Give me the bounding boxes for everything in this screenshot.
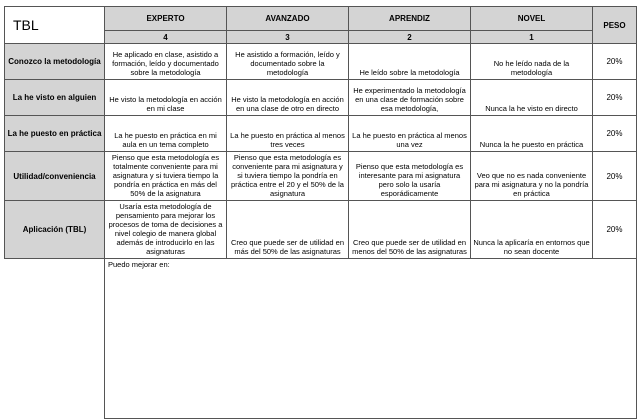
descriptor-cell: He leído sobre la metodología	[349, 44, 471, 80]
descriptor-cell: La he puesto en práctica en mi aula en un tema completo	[105, 116, 227, 152]
level-score-novel: 1	[471, 31, 593, 44]
descriptor-cell: He visto la metodología en acción en una clase de otro en directo	[227, 80, 349, 116]
rubric-table	[4, 6, 637, 419]
criterion-label: Utilidad/conveniencia	[5, 152, 105, 201]
descriptor-cell: Usaría esta metodología de pensamiento para mejorar los procesos de toma de decisiones a nivel colegio de manera global además de introducirlo en las asignaturas	[105, 201, 227, 259]
improvement-spacer	[5, 259, 105, 419]
descriptor-cell: Creo que puede ser de utilidad en menos del 50% de las asignaturas	[349, 201, 471, 259]
weight-cell: 20%	[593, 152, 637, 201]
improvement-label: Puedo mejorar en:	[108, 260, 170, 269]
descriptor-cell: Veo que no es nada conveniente para mi asignatura y no la pondría en práctica	[471, 152, 593, 201]
criterion-label: La he visto en alguien	[5, 80, 105, 116]
rubric-row-practica	[5, 116, 637, 152]
rubric-title: TBL	[5, 7, 105, 44]
level-name-experto: EXPERTO	[105, 7, 227, 31]
criterion-label: Conozco la metodología	[5, 44, 105, 80]
peso-header: PESO	[593, 7, 637, 44]
descriptor-cell: Nunca la aplicaría en entornos que no sean docente	[471, 201, 593, 259]
rubric-row-utilidad	[5, 152, 637, 201]
weight-cell: 20%	[593, 116, 637, 152]
descriptor-cell: No he leído nada de la metodología	[471, 44, 593, 80]
improvement-notes[interactable]	[105, 259, 637, 419]
level-score-avanzado: 3	[227, 31, 349, 44]
level-score-experto: 4	[105, 31, 227, 44]
criterion-label: La he puesto en práctica	[5, 116, 105, 152]
weight-cell: 20%	[593, 80, 637, 116]
descriptor-cell: He aplicado en clase, asistido a formación, leído y documentado sobre la metodología	[105, 44, 227, 80]
criterion-label: Aplicación (TBL)	[5, 201, 105, 259]
descriptor-cell: La he puesto en práctica al menos tres veces	[227, 116, 349, 152]
rubric-row-conozco	[5, 44, 637, 80]
rubric-row-aplicacion	[5, 201, 637, 259]
level-score-aprendiz: 2	[349, 31, 471, 44]
descriptor-cell: La he puesto en práctica al menos una vez	[349, 116, 471, 152]
descriptor-cell: Pienso que esta metodología es totalmente conveniente para mi asignatura y si tuviera tiempo la pondría en práctica en más del 50% de la asignatura	[105, 152, 227, 201]
weight-cell: 20%	[593, 44, 637, 80]
descriptor-cell: He asistido a formación, leído y documentado sobre la metodología	[227, 44, 349, 80]
descriptor-cell: Nunca la he puesto en práctica	[471, 116, 593, 152]
level-name-avanzado: AVANZADO	[227, 7, 349, 31]
descriptor-cell: Pienso que esta metodología es interesante para mi asignatura pero solo la usaría esporádicamente	[349, 152, 471, 201]
descriptor-cell: He experimentado la metodología en una clase de formación sobre esa metodología,	[349, 80, 471, 116]
descriptor-cell: Nunca la he visto en directo	[471, 80, 593, 116]
descriptor-cell: Pienso que esta metodología es conveniente para mi asignatura y si tuviera tiempo la pondría en práctica entre el 20 y el 50% de la asignatura	[227, 152, 349, 201]
descriptor-cell: Creo que puede ser de utilidad en más del 50% de las asignaturas	[227, 201, 349, 259]
level-name-aprendiz: APRENDIZ	[349, 7, 471, 31]
descriptor-cell: He visto la metodología en acción en mi clase	[105, 80, 227, 116]
rubric-row-visto	[5, 80, 637, 116]
improvement-row	[5, 259, 637, 419]
level-name-novel: NOVEL	[471, 7, 593, 31]
weight-cell: 20%	[593, 201, 637, 259]
